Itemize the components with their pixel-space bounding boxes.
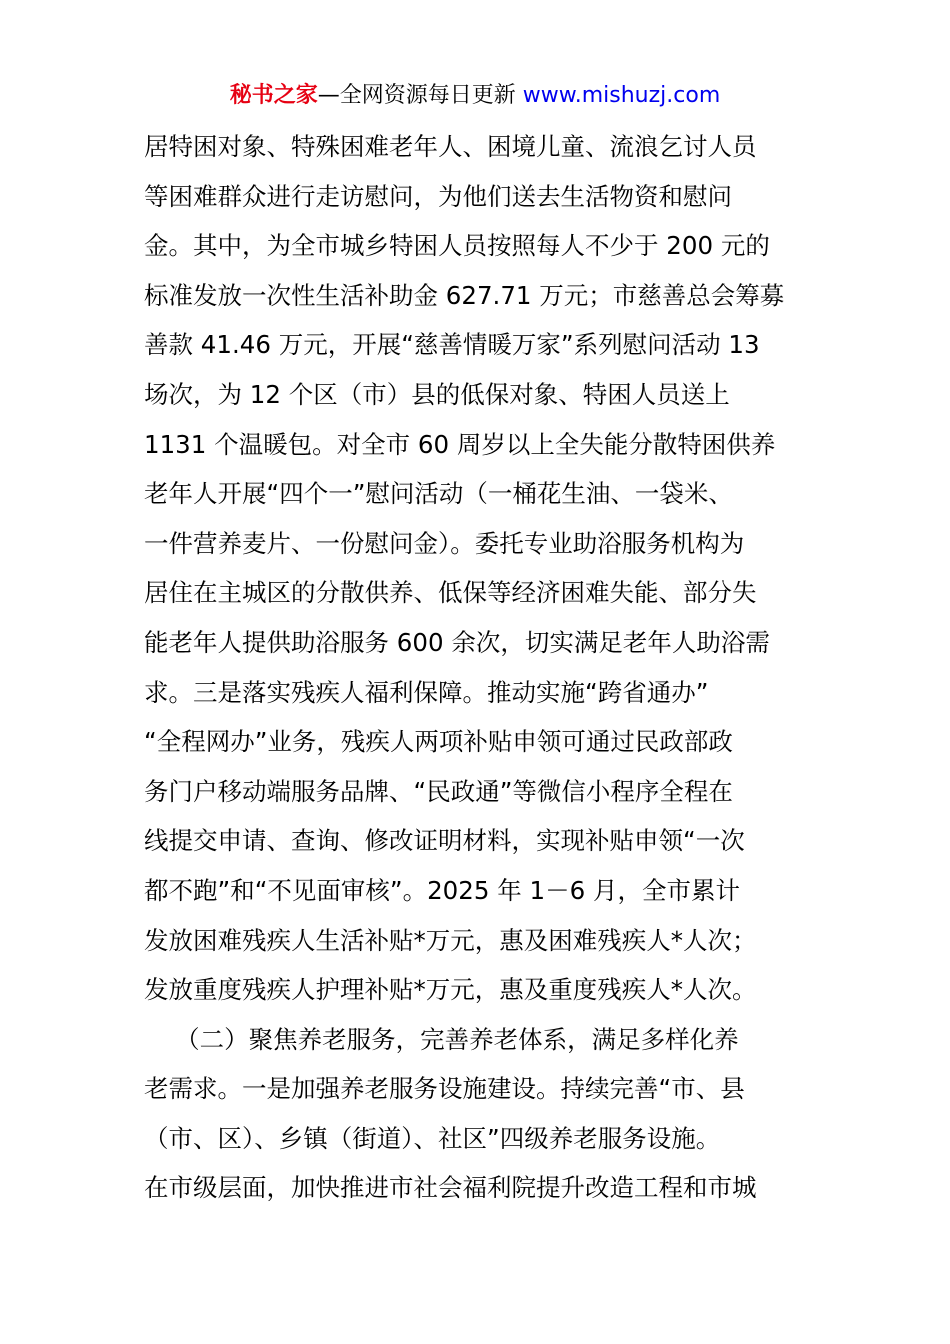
site-header [0, 80, 950, 112]
text-line: 场次，为 12 个区（市）县的低保对象、特困人员送上 [144, 379, 730, 409]
text-line: 老需求。一是加强养老服务设施建设。持续完善“市、县 [144, 1074, 745, 1104]
text-line: 发放困难残疾人生活补贴*万元，惠及困难残疾人*人次； [144, 925, 757, 955]
site-brand: 秘书之家 [229, 83, 318, 108]
text-line: 金。其中，为全市城乡特困人员按照每人不少于 200 元的 [144, 231, 770, 261]
site-slogan: —全网资源每日更新 [317, 83, 523, 108]
text-line: 发放重度残疾人护理补贴*万元，惠及重度残疾人*人次。 [144, 975, 757, 1005]
text-line: 居特困对象、特殊困难老年人、困境儿童、流浪乞讨人员 [144, 132, 757, 161]
text-line: “全程网办”业务，残疾人两项补贴申领可通过民政部政 [144, 727, 733, 757]
text-line: 都不跑”和“不见面审核”。2025 年 1－6 月，全市累计 [144, 875, 740, 905]
text-line: 线提交申请、查询、修改证明材料，实现补贴申领“一次 [144, 826, 745, 856]
text-line: 居住在主城区的分散供养、低保等经济困难失能、部分失 [144, 578, 757, 608]
document-body [144, 122, 810, 1213]
text-line: 务门户移动端服务品牌、“民政通”等微信小程序全程在 [144, 776, 733, 806]
text-line: 1131 个温暖包。对全市 60 周岁以上全失能分散特困供养 [144, 429, 776, 459]
site-url-link[interactable]: www.mishuzj.com [522, 83, 721, 108]
text-line: 求。三是落实残疾人福利保障。推动实施“跨省通办” [144, 677, 709, 707]
text-line: 能老年人提供助浴服务 600 余次，切实满足老年人助浴需 [144, 627, 770, 657]
text-line: 善款 41.46 万元，开展“慈善情暖万家”系列慰问活动 13 [144, 330, 760, 360]
text-line: （市、区）、乡镇（街道）、社区”四级养老服务设施。 [144, 1123, 721, 1153]
text-line: 老年人开展“四个一”慰问活动（一桶花生油、一袋米、 [144, 479, 733, 509]
text-line: 等困难群众进行走访慰问，为他们送去生活物资和慰问 [144, 181, 732, 211]
text-line: 标准发放一次性生活补助金 627.71 万元；市慈善总会筹募 [144, 280, 785, 310]
text-line: （二）聚焦养老服务，完善养老体系，满足多样化养 [144, 1024, 739, 1054]
text-line: 一件营养麦片、一份慰问金）。委托专业助浴服务机构为 [144, 528, 745, 558]
text-line: 在市级层面，加快推进市社会福利院提升改造工程和市城 [144, 1173, 757, 1203]
